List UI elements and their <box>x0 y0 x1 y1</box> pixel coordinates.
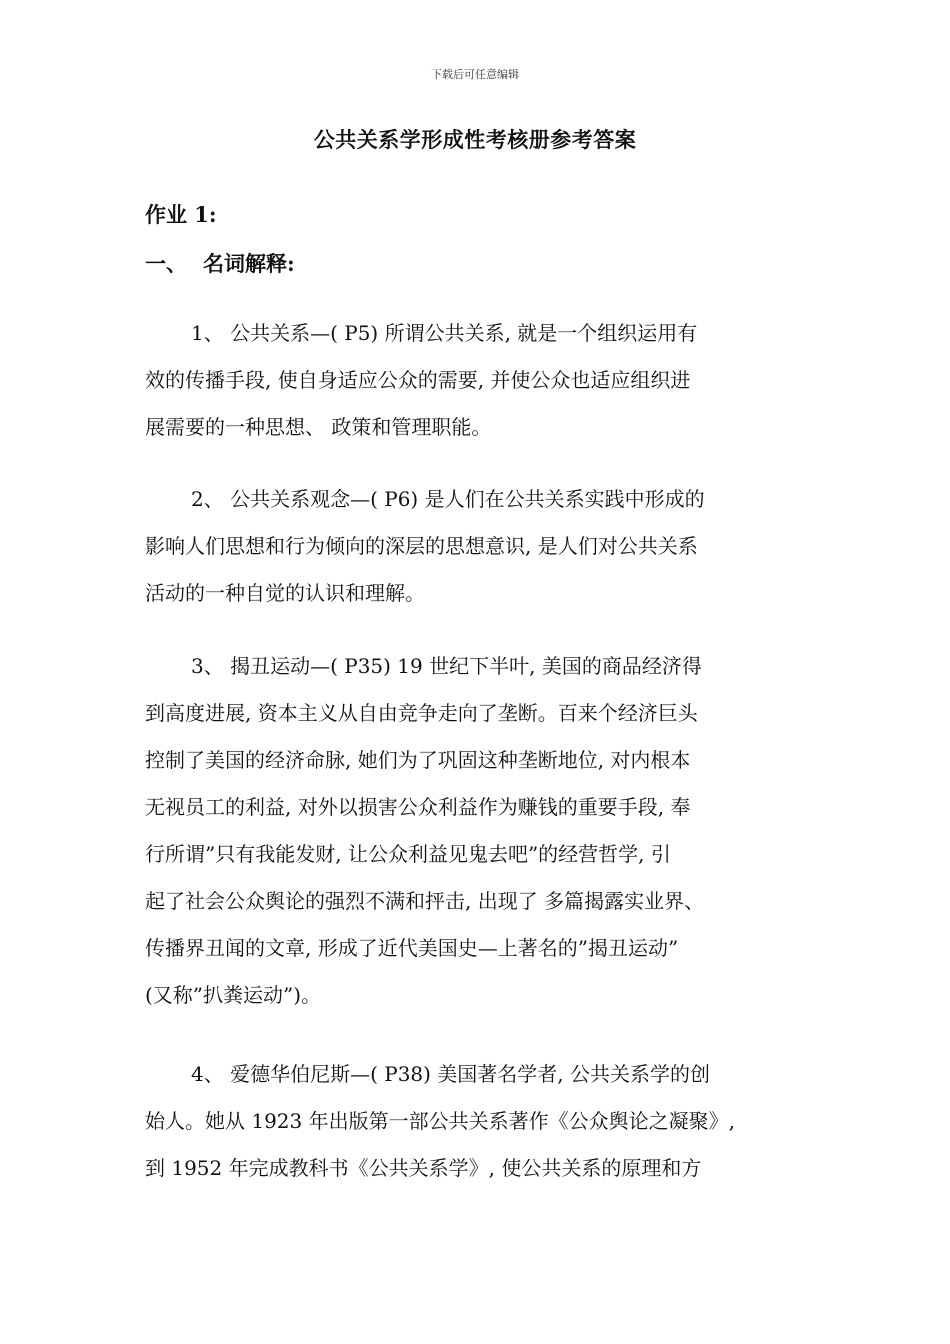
paragraph-line: 到 1952 年完成教科书《公共关系学》, 使公共关系的原理和方 <box>145 1156 702 1180</box>
section-number: 一、 <box>145 251 187 276</box>
paragraph-line: 效的传播手段, 使自身适应公众的需要, 并使公众也适应组织进 <box>145 368 691 392</box>
paragraph-line: 到高度进展, 资本主义从自由竞争走向了垄断。百来个经济巨头 <box>145 701 698 725</box>
paragraph-line: 影响人们思想和行为倾向的深层的思想意识, 是人们对公共关系 <box>145 534 698 558</box>
paragraph-line: 无视员工的利益, 对外以损害公众利益作为赚钱的重要手段, 奉 <box>145 795 691 819</box>
paragraph-line: 4、 爱德华伯尼斯—( P38) 美国著名学者, 公共关系学的创 <box>191 1062 711 1086</box>
paragraph-line: 控制了美国的经济命脉, 她们为了巩固这种垄断地位, 对内根本 <box>145 748 691 772</box>
paragraph-line: 3、 揭丑运动—( P35) 19 世纪下半叶, 美国的商品经济得 <box>191 654 702 678</box>
paragraph-line: (又称”扒粪运动”)。 <box>145 983 322 1007</box>
assignment-title: 作业 1: <box>145 202 217 227</box>
definition-paragraph-4 <box>145 1059 815 1200</box>
paragraph-line: 1、 公共关系—( P5) 所谓公共关系, 就是一个组织运用有 <box>191 321 698 345</box>
paragraph-line: 始人。她从 1923 年出版第一部公共关系著作《公众舆论之凝聚》, <box>145 1109 735 1133</box>
paragraph-line: 行所谓”只有我能发财, 让公众利益见鬼去吧”的经营哲学, 引 <box>145 842 671 866</box>
paragraph-line: 2、 公共关系观念—( P6) 是人们在公共关系实践中形成的 <box>191 487 705 511</box>
paragraph-line: 传播界丑闻的文章, 形成了近代美国史—上著名的”揭丑运动” <box>145 936 679 960</box>
paragraph-line: 展需要的一种思想、 政策和管理职能。 <box>145 415 492 439</box>
definition-paragraph-2 <box>145 484 815 625</box>
definition-paragraph-1 <box>145 318 815 459</box>
definition-paragraph-3 <box>145 651 815 1027</box>
paragraph-line: 起了社会公众舆论的强烈不满和抨击, 出现了 多篇揭露实业界、 <box>145 889 705 913</box>
document-title: 公共关系学形成性考核册参考答案 <box>313 127 637 152</box>
section-title-text: 名词解释: <box>203 251 295 276</box>
section-heading <box>145 248 295 278</box>
header-note: 下载后可任意编辑 <box>431 68 519 81</box>
paragraph-line: 活动的一种自觉的认识和理解。 <box>145 581 425 605</box>
